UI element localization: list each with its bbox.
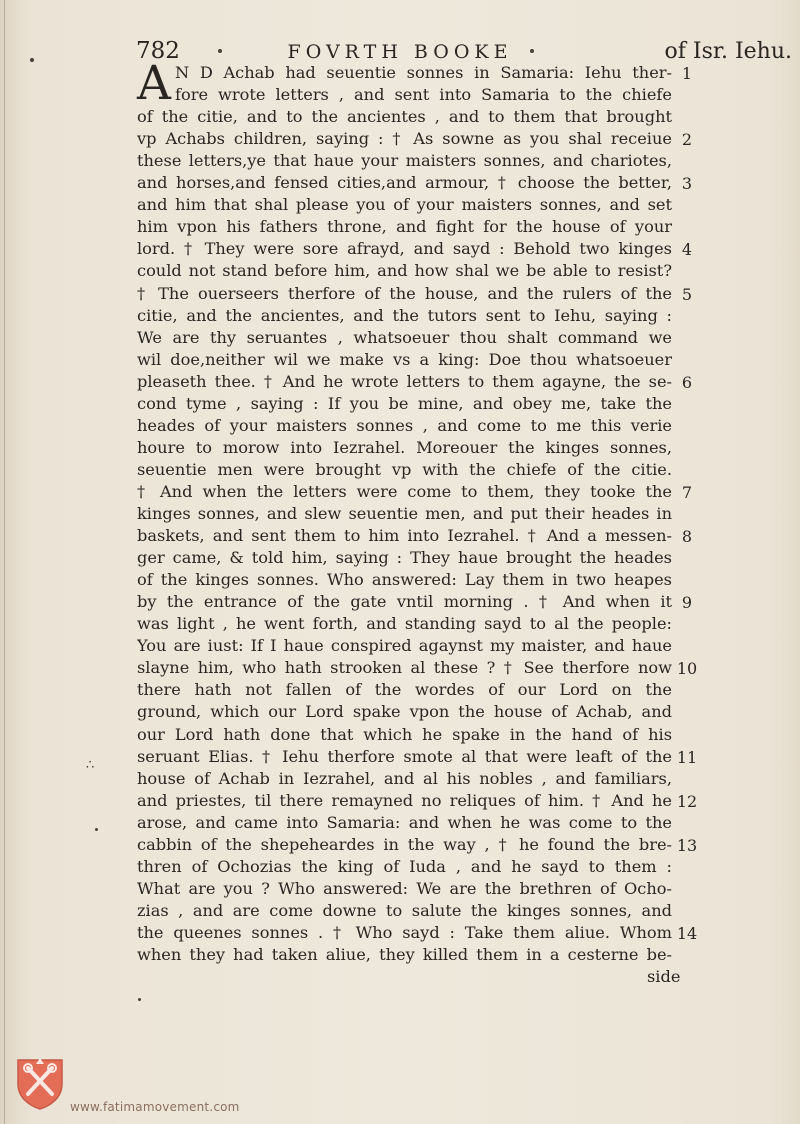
page-number: 782 [136,38,180,64]
text-line: seuentie men were brought vp with the chiefe of the citie. [137,459,672,479]
verse-number: 14 [676,923,698,943]
text-line: ger came, & told him, saying : They haue brought the heades [137,548,672,568]
text-line: wil doe,neither wil we make vs a king: Doe thou whatsoeuer [137,349,672,369]
text-line: † The ouerseers therfore of the house, and the rulers of the [137,283,672,303]
text-line: baskets, and sent them to him into Iezrahel. † And a messen- [137,526,672,546]
verse-number: 5 [681,284,693,304]
text-line: What are you ? Who answered: We are the brethren of Ocho- [137,878,672,898]
text-line: was light , he went forth, and standing sayd to al the people: [137,614,672,634]
text-line: slayne him, who hath strooken al these ? † See therfore now [137,658,672,678]
website-link[interactable]: www.fatimamovement.com [70,1100,240,1114]
verse-number: 6 [681,372,693,392]
text-line: cond tyme , saying : If you be mine, and obey me, take the [137,393,672,413]
text-line: † And when the letters were come to them, they tooke the [137,481,672,501]
text-line: and him that shal please you of your maisters sonnes, and set [137,195,672,215]
margin-mark: ∴ [86,758,95,773]
text-line: him vpon his fathers throne, and fight for the house of your [137,217,672,237]
text-line: thren of Ochozias the king of Iuda , and he sayd to them : [137,856,672,876]
verse-number: 11 [676,747,698,767]
text-line: kinges sonnes, and slew seuentie men, and put their heades in [137,504,672,523]
text-line: these letters,ye that haue your maisters sonnes, and chariotes, [137,151,672,171]
text-line: citie, and the ancientes, and the tutors sent to Iehu, saying : [137,305,672,325]
text-line: ground, which our Lord spake vpon the house of Achab, and [137,702,672,722]
text-line: of the kinges sonnes. Who answered: Lay them in two heapes [137,570,672,590]
text-line: arose, and came into Samaria: and when he was come to the [137,812,672,832]
papal-keys-shield-icon [12,1054,68,1110]
ornament-dot [95,828,98,831]
verse-number: 8 [681,527,693,547]
text-line: the queenes sonnes . † Who sayd : Take them aliue. Whom [137,922,672,942]
text-line: N D Achab had seuentie sonnes in Samaria: Iehu ther- [175,63,672,82]
running-head-right: of Isr. Iehu. [664,39,792,64]
text-line: fore wrote letters , and sent into Samaria to the chiefe [175,85,672,105]
text-line: and priestes, til there remayned no reliques of him. † And he [137,790,672,810]
text-line: houre to morow into Iezrahel. Moreouer the kinges sonnes, [137,437,672,457]
text-line: zias , and are come downe to salute the kinges sonnes, and [137,900,672,920]
text-line: when they had taken aliue, they killed them in a cesterne be- [137,945,672,964]
text-line: there hath not fallen of the wordes of our Lord on the [137,680,672,700]
text-line: You are iust: If I haue conspired agaynst my maister, and haue [137,636,672,656]
verse-number: 10 [676,659,698,679]
verse-number: 12 [676,791,698,811]
running-title: FOVRTH BOOKE [287,41,513,63]
text-line: cabbin of the shepeheardes in the way , † he found the bre- [137,834,672,854]
ornament-dot [30,58,34,62]
gutter-line [4,0,5,1124]
drop-cap: A [137,56,171,111]
ornament-dot [530,49,534,53]
text-line: We are thy seruantes , whatsoeuer thou shalt command we [137,327,672,347]
verse-number: 1 [681,64,693,83]
text-line: of the citie, and to the ancientes , and to them that brought [137,107,672,127]
text-line: could not stand before him, and how shal we be able to resist? [137,261,672,281]
text-line: house of Achab in Iezrahel, and al his nobles , and familiars, [137,768,672,788]
text-line: our Lord hath done that which he spake in the hand of his [137,724,672,744]
text-line: seruant Elias. † Iehu therfore smote al that were leaft of the [137,746,672,766]
text-line: lord. † They were sore afrayd, and sayd : Behold two kinges [137,239,672,259]
verse-number: 9 [681,593,693,613]
verse-number: 3 [681,174,693,194]
text-line: vp Achabs children, saying : † As sowne as you shal receiue [137,129,672,149]
text-line: by the entrance of the gate vntil morning . † And when it [137,592,672,612]
ornament-dot [218,49,222,53]
text-line: and horses,and fensed cities,and armour, † choose the better, [137,173,672,193]
ornament-dot [138,998,141,1001]
verse-number: 4 [681,240,693,260]
verse-number: 13 [676,835,698,855]
verse-number: 2 [681,130,693,150]
verse-number: 7 [681,482,693,502]
text-line: pleaseth thee. † And he wrote letters to them agayne, the se- [137,371,672,391]
text-line: heades of your maisters sonnes , and come to me this verie [137,415,672,435]
text-line: side [647,967,681,987]
